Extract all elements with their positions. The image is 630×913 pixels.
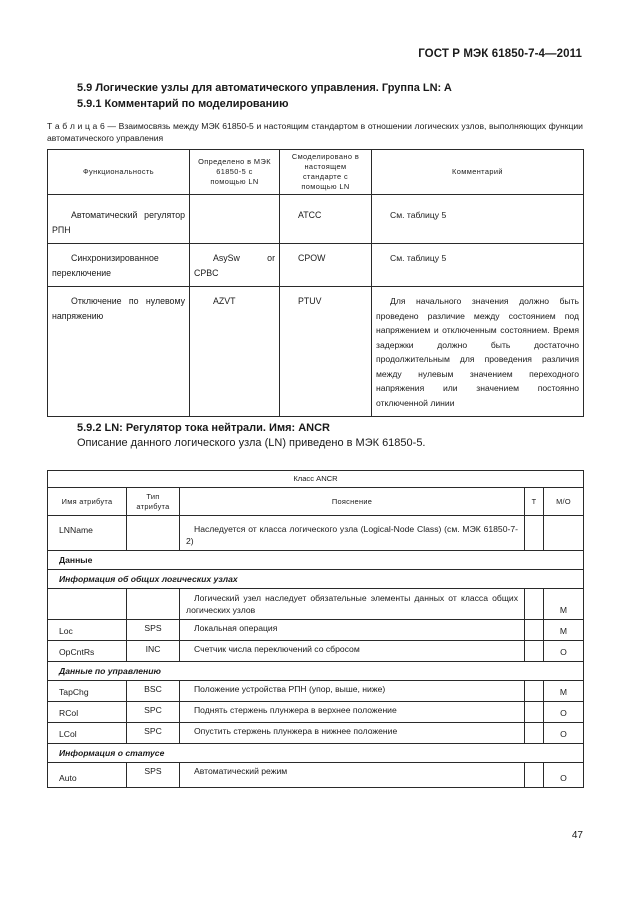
table-row xyxy=(48,702,584,723)
attr-desc: Поднять стержень плунжера в верхнее положение xyxy=(180,702,525,723)
cell-comment: См. таблицу 5 xyxy=(372,201,584,244)
table6-header: Смоделировано в настоящем стандарте с помощью LN xyxy=(280,150,372,195)
attr-desc: Логический узел наследует обязательные элементы данных от класса общих логических узлов xyxy=(180,589,525,620)
cell-functionality: Синхронизированное переключение xyxy=(48,244,190,287)
table6-header-row xyxy=(48,150,584,195)
header-t: T xyxy=(525,488,544,516)
attr-t xyxy=(525,723,544,744)
document-header: ГОСТ Р МЭК 61850-7-4—2011 xyxy=(418,48,582,60)
attr-desc: Наследуется от класса логического узла (Logical-Node Class) (см. МЭК 61850-7-2) xyxy=(180,520,525,551)
section-title-5-9-1: 5.9.1 Комментарий по моделированию xyxy=(77,98,289,110)
table-row xyxy=(48,589,584,620)
attr-type: SPC xyxy=(127,702,180,723)
table6-header: Комментарий xyxy=(372,150,584,195)
section-title-5-9: 5.9 Логические узлы для автоматического управления. Группа LN: A xyxy=(77,82,452,94)
attr-desc: Счетчик числа переключений со сбросом xyxy=(180,641,525,662)
section-title-5-9-2: 5.9.2 LN: Регулятор тока нейтрали. Имя: ANCR xyxy=(77,422,330,434)
attr-type: SPS xyxy=(127,620,180,641)
table-row xyxy=(48,620,584,641)
table-row xyxy=(48,763,584,788)
cell-comment: Для начального значения должно быть проведено различие между состоянием под напряжением и отключенным состоянием. Время задержки должно быть достаточно продолжительным для проведения различия между нулевым значением переходного напряжения или значением постоянно отключенной линии xyxy=(372,287,584,417)
attr-type xyxy=(127,520,180,551)
table6 xyxy=(47,149,584,417)
section-control-data: Данные по управлению xyxy=(48,662,584,681)
cell-functionality: Отключение по нулевому напряжению xyxy=(48,287,190,417)
cell-defined xyxy=(190,201,280,244)
attr-type: BSC xyxy=(127,681,180,702)
header-attr-type: Тип атрибута xyxy=(127,488,180,516)
section-common-info: Информация об общих логических узлах xyxy=(48,570,584,589)
attr-desc: Опустить стержень плунжера в нижнее положение xyxy=(180,723,525,744)
cell-defined: AZVT xyxy=(190,287,280,417)
table6-caption: Т а б л и ц а 6 — Взаимосвязь между МЭК 61850-5 и настоящим стандартом в отношении логических узлов, выполняющих функции автоматического управления xyxy=(47,121,583,143)
attr-t xyxy=(525,520,544,551)
attr-mo: O xyxy=(544,702,584,723)
ancr-class-title: Класс ANCR xyxy=(48,471,584,488)
attr-mo: O xyxy=(544,763,584,788)
attr-mo: O xyxy=(544,723,584,744)
cell-defined: AsySw or CPBC xyxy=(190,244,280,287)
attr-type: SPS xyxy=(127,763,180,788)
attr-mo: M xyxy=(544,589,584,620)
attr-mo xyxy=(544,520,584,551)
attr-t xyxy=(525,763,544,788)
attr-type xyxy=(127,589,180,620)
cell-modelled: CPOW xyxy=(280,244,372,287)
table6-header: Функциональность xyxy=(48,150,190,195)
attr-name: LNName xyxy=(48,520,127,551)
cell-functionality: Автоматический регулятор РПН xyxy=(48,201,190,244)
header-attr-name: Имя атрибута xyxy=(48,488,127,516)
attr-name: Auto xyxy=(48,763,127,788)
attr-desc: Автоматический режим xyxy=(180,763,525,788)
cell-modelled: ATCC xyxy=(280,201,372,244)
attr-mo: M xyxy=(544,681,584,702)
attr-mo: M xyxy=(544,620,584,641)
ancr-table xyxy=(47,470,584,788)
attr-mo: O xyxy=(544,641,584,662)
header-mo: M/O xyxy=(544,488,584,516)
table-row xyxy=(48,201,584,244)
attr-name: OpCntRs xyxy=(48,641,127,662)
attr-name: LCol xyxy=(48,723,127,744)
cell-modelled: PTUV xyxy=(280,287,372,417)
table6-header: Определено в МЭК 61850-5 с помощью LN xyxy=(190,150,280,195)
ancr-header-row xyxy=(48,488,584,516)
attr-name xyxy=(48,589,127,620)
section-description: Описание данного логического узла (LN) приведено в МЭК 61850-5. xyxy=(77,437,426,449)
attr-desc: Положение устройства РПН (упор, выше, ниже) xyxy=(180,681,525,702)
table-row xyxy=(48,287,584,417)
table-row xyxy=(48,681,584,702)
attr-desc: Локальная операция xyxy=(180,620,525,641)
attr-t xyxy=(525,589,544,620)
table-row xyxy=(48,244,584,287)
section-data: Данные xyxy=(48,551,584,570)
cell-comment: См. таблицу 5 xyxy=(372,244,584,287)
attr-t xyxy=(525,620,544,641)
table-row xyxy=(48,641,584,662)
table-row xyxy=(48,520,584,551)
attr-t xyxy=(525,681,544,702)
section-status-info: Информация о статусе xyxy=(48,744,584,763)
attr-type: SPC xyxy=(127,723,180,744)
attr-t xyxy=(525,702,544,723)
header-explanation: Пояснение xyxy=(180,488,525,516)
attr-type: INC xyxy=(127,641,180,662)
attr-t xyxy=(525,641,544,662)
attr-name: RCol xyxy=(48,702,127,723)
page-number: 47 xyxy=(571,830,583,841)
attr-name: Loc xyxy=(48,620,127,641)
attr-name: TapChg xyxy=(48,681,127,702)
table-row xyxy=(48,723,584,744)
